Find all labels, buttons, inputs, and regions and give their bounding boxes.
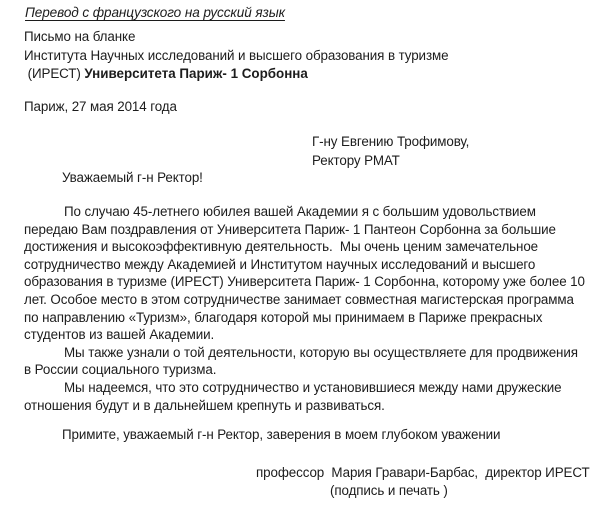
letterhead-line-3-prefix: (ИРЕСТ) xyxy=(24,66,85,82)
body-line: Мы надеемся, что это сотрудничество и установившиеся между нами дружеские xyxy=(64,379,562,395)
signature-stamp-note: (подпись и печать ) xyxy=(330,483,448,498)
body-line: образования в туризме (ИРЕСТ) Университета Париж- 1 Сорбонна, которому уже более 10 xyxy=(24,274,585,290)
translation-heading: Перевод с французского на русский язык xyxy=(25,5,285,20)
signature-name-line: профессор Мария Гравари-Барбас, директор ИРЕСТ xyxy=(256,465,590,480)
letterhead-block xyxy=(24,28,448,84)
letterhead-line-1: Письмо на бланке xyxy=(24,29,136,44)
recipient-name: Г-ну Евгению Трофимову, xyxy=(312,134,470,149)
body-line: По случаю 45-летнего юбилея вашей Академии я с большим удовольствием xyxy=(64,204,536,219)
letter-body xyxy=(24,203,594,414)
body-line: по направлению «Туризм», благодаря которой мы принимаем в Париже прекрасных xyxy=(24,309,543,325)
body-line: сотрудничество между Академией и Институтом научных исследований и высшего xyxy=(24,256,536,272)
date-line: Париж, 27 мая 2014 года xyxy=(24,99,177,114)
recipient-block xyxy=(312,133,469,171)
closing-line: Примите, уважаемый г-н Ректор, заверения в моем глубоком уважении xyxy=(62,427,501,442)
body-line: студентов из вашей Академии. xyxy=(24,327,215,343)
letterhead-university-name: Университета Париж- 1 Сорбонна xyxy=(84,66,308,82)
body-line: достижения и высокоэффективную деятельность. Мы очень ценим замечательное xyxy=(24,239,539,255)
body-line: лет. Особое место в этом сотрудничестве занимает совместная магистерская программа xyxy=(24,291,574,307)
body-line: передаю Вам поздравления от Университета Париж- 1 Пантеон Сорбонна за большие xyxy=(24,221,556,237)
letterhead-line-3 xyxy=(24,65,448,84)
recipient-title: Ректору РМАТ xyxy=(312,152,400,168)
body-line: в России социального туризма. xyxy=(24,362,217,378)
body-line: Мы также узнали о той деятельности, которую вы осуществляете для продвижения xyxy=(64,344,578,360)
body-line: отношения будут и в дальнейшем крепнуть и развиваться. xyxy=(24,397,385,413)
salutation: Уважаемый г-н Ректор! xyxy=(62,170,203,185)
letterhead-line-2: Института Научных исследований и высшего образования в туризме xyxy=(24,47,449,63)
